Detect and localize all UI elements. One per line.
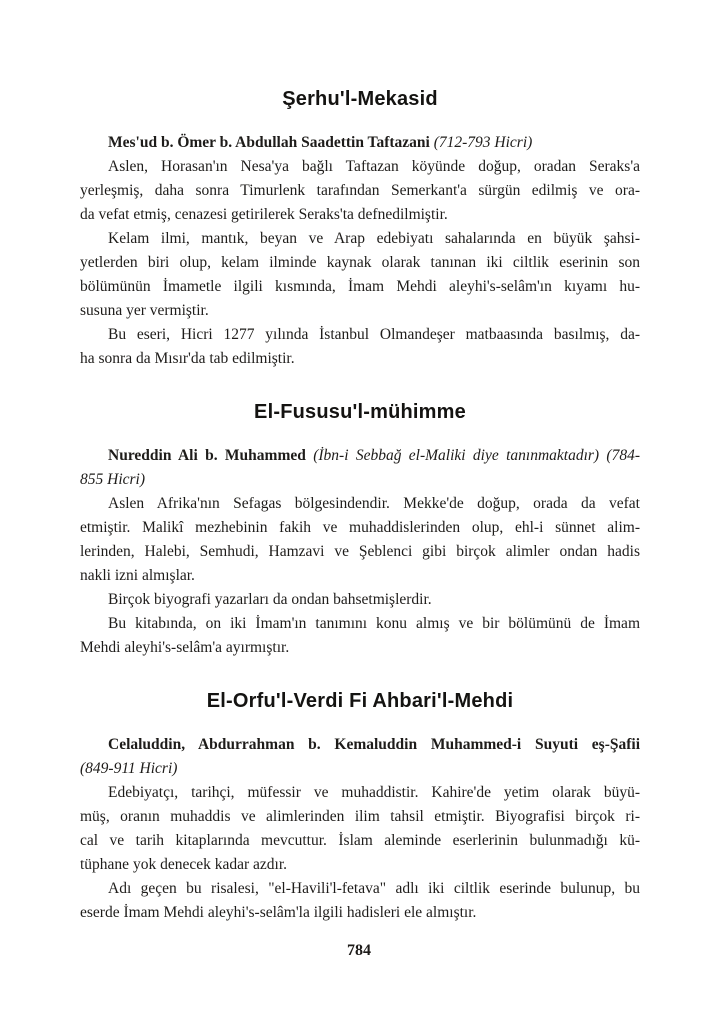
section-title: El-Orfu'l-Verdi Fi Ahbari'l-Mehdi: [206, 690, 514, 712]
paragraph: [80, 781, 640, 877]
text-line: [80, 757, 640, 781]
author-line: [80, 131, 640, 155]
body-text: Mehdi aleyhi's-selâm'a ayırmıştır.: [80, 639, 290, 656]
body-text: Bu kitabında, on iki İmam'ın tanımını konu almış ve bir bölümünü de İmam: [108, 615, 640, 632]
section-3: [80, 690, 640, 925]
text-line: [80, 203, 640, 227]
body-text: Edebiyatçı, tarihçi, müfessir ve muhaddistir. Kahire'de yetim olarak büyü-: [108, 784, 640, 801]
body-text: Aslen Afrika'nın Sefagas bölgesindendir. Mekke'de doğup, orada da vefat: [108, 495, 640, 512]
section-1: [80, 88, 640, 371]
body-text: Aslen, Horasan'ın Nesa'ya bağlı Taftazan köyünde doğup, oradan Seraks'a: [108, 158, 640, 175]
text-line: [80, 275, 640, 299]
text-line: [80, 131, 640, 155]
text-line: [80, 251, 640, 275]
body-text: da vefat etmiş, cenazesi getirilerek Seraks'ta defnedilmiştir.: [80, 206, 448, 223]
text-line: [80, 733, 640, 757]
body-text: ha sonra da Mısır'da tab edilmiştir.: [80, 350, 295, 367]
text-line: [80, 179, 640, 203]
text-line: [80, 492, 640, 516]
text-line: [80, 468, 640, 492]
author-line: [80, 733, 640, 781]
author-name-text: Nureddin Ali b. Muhammed: [108, 447, 314, 464]
section-title: El-Fususu'l-mühimme: [254, 401, 466, 423]
paragraph: [80, 612, 640, 660]
date-italic-text: (712-793 Hicri): [433, 134, 533, 151]
text-line: [80, 901, 640, 925]
text-line: [80, 636, 640, 660]
author-name-text: Celaluddin, Abdurrahman b. Kemaluddin Muhammed-i Suyuti eş-Şafii: [108, 736, 640, 753]
text-line: [80, 877, 640, 901]
paragraph: [80, 877, 640, 925]
author-line: [80, 444, 640, 492]
text-line: [80, 853, 640, 877]
paragraph: [80, 588, 640, 612]
author-name-text: Mes'ud b. Ömer b. Abdullah Saadettin Taftazani: [108, 134, 434, 151]
body-text: Kelam ilmi, mantık, beyan ve Arap edebiyatı sahalarında en büyük şahsi-: [108, 230, 640, 247]
body-text: cal ve tarih kitaplarında mevcuttur. İslam aleminde eserlerinin bulunmadığı kü-: [80, 832, 640, 849]
body-text: Bu eseri, Hicri 1277 yılında İstanbul Olmandeşer matbaasında basılmış, da-: [108, 326, 640, 343]
body-text: eserde İmam Mehdi aleyhi's-selâm'la ilgili hadisleri ele almıştır.: [80, 904, 477, 921]
text-line: [80, 588, 640, 612]
text-line: [80, 781, 640, 805]
text-line: [80, 540, 640, 564]
body-text: susuna yer vermiştir.: [80, 302, 209, 319]
paragraph: [80, 227, 640, 323]
paragraph: [80, 492, 640, 588]
body-text: etmiştir. Malikî mezhebinin fakih ve muhaddislerinden olup, ehl-i sünnet alim-: [80, 519, 640, 536]
paragraph: [80, 155, 640, 227]
date-italic-text: (İbn-i Sebbağ el-Maliki diye tanınmaktadır) (784-: [313, 447, 640, 464]
body-text: yerleşmiş, daha sonra Timurlenk tarafından Semerkant'a sürgün edilmiş ve ora-: [80, 182, 640, 199]
body-text: Adı geçen bu risalesi, "el-Havili'l-fetava" adlı iki ciltlik eserinde bulunup, bu: [108, 880, 640, 897]
date-italic-text: 855 Hicri): [80, 471, 146, 488]
body-text: nakli izni almışlar.: [80, 567, 195, 584]
page-number: 784: [347, 942, 371, 959]
paragraph: [80, 323, 640, 371]
body-text: bölümünün İmametle ilgili kısmında, İmam Mehdi aleyhi's-selâm'ın kıyamı hu-: [80, 278, 640, 295]
body-text: lerinden, Halebi, Semhudi, Hamzavi ve Şeblenci gibi birçok alimler ondan hadis: [80, 543, 640, 560]
text-line: [80, 444, 640, 468]
text-line: [80, 155, 640, 179]
body-text: Birçok biyografi yazarları da ondan bahsetmişlerdir.: [108, 591, 432, 608]
section-title: Şerhu'l-Mekasid: [282, 88, 438, 110]
content: [80, 88, 640, 925]
body-text: müş, oranın muhaddis ve alimlerinden ilim tahsil etmiştir. Biyografisi birçok ri-: [80, 808, 640, 825]
text-line: [80, 516, 640, 540]
text-line: [80, 299, 640, 323]
text-line: [80, 805, 640, 829]
text-line: [80, 612, 640, 636]
body-text: yetlerden biri olup, kelam ilminde kaynak olarak tanınan iki ciltlik eserinin son: [80, 254, 640, 271]
text-line: [80, 323, 640, 347]
text-line: [80, 564, 640, 588]
body-text: tüphane yok denecek kadar azdır.: [80, 856, 288, 873]
text-line: [80, 829, 640, 853]
text-line: [80, 347, 640, 371]
section-2: [80, 401, 640, 660]
text-line: [80, 227, 640, 251]
date-italic-text: (849-911 Hicri): [80, 760, 178, 777]
